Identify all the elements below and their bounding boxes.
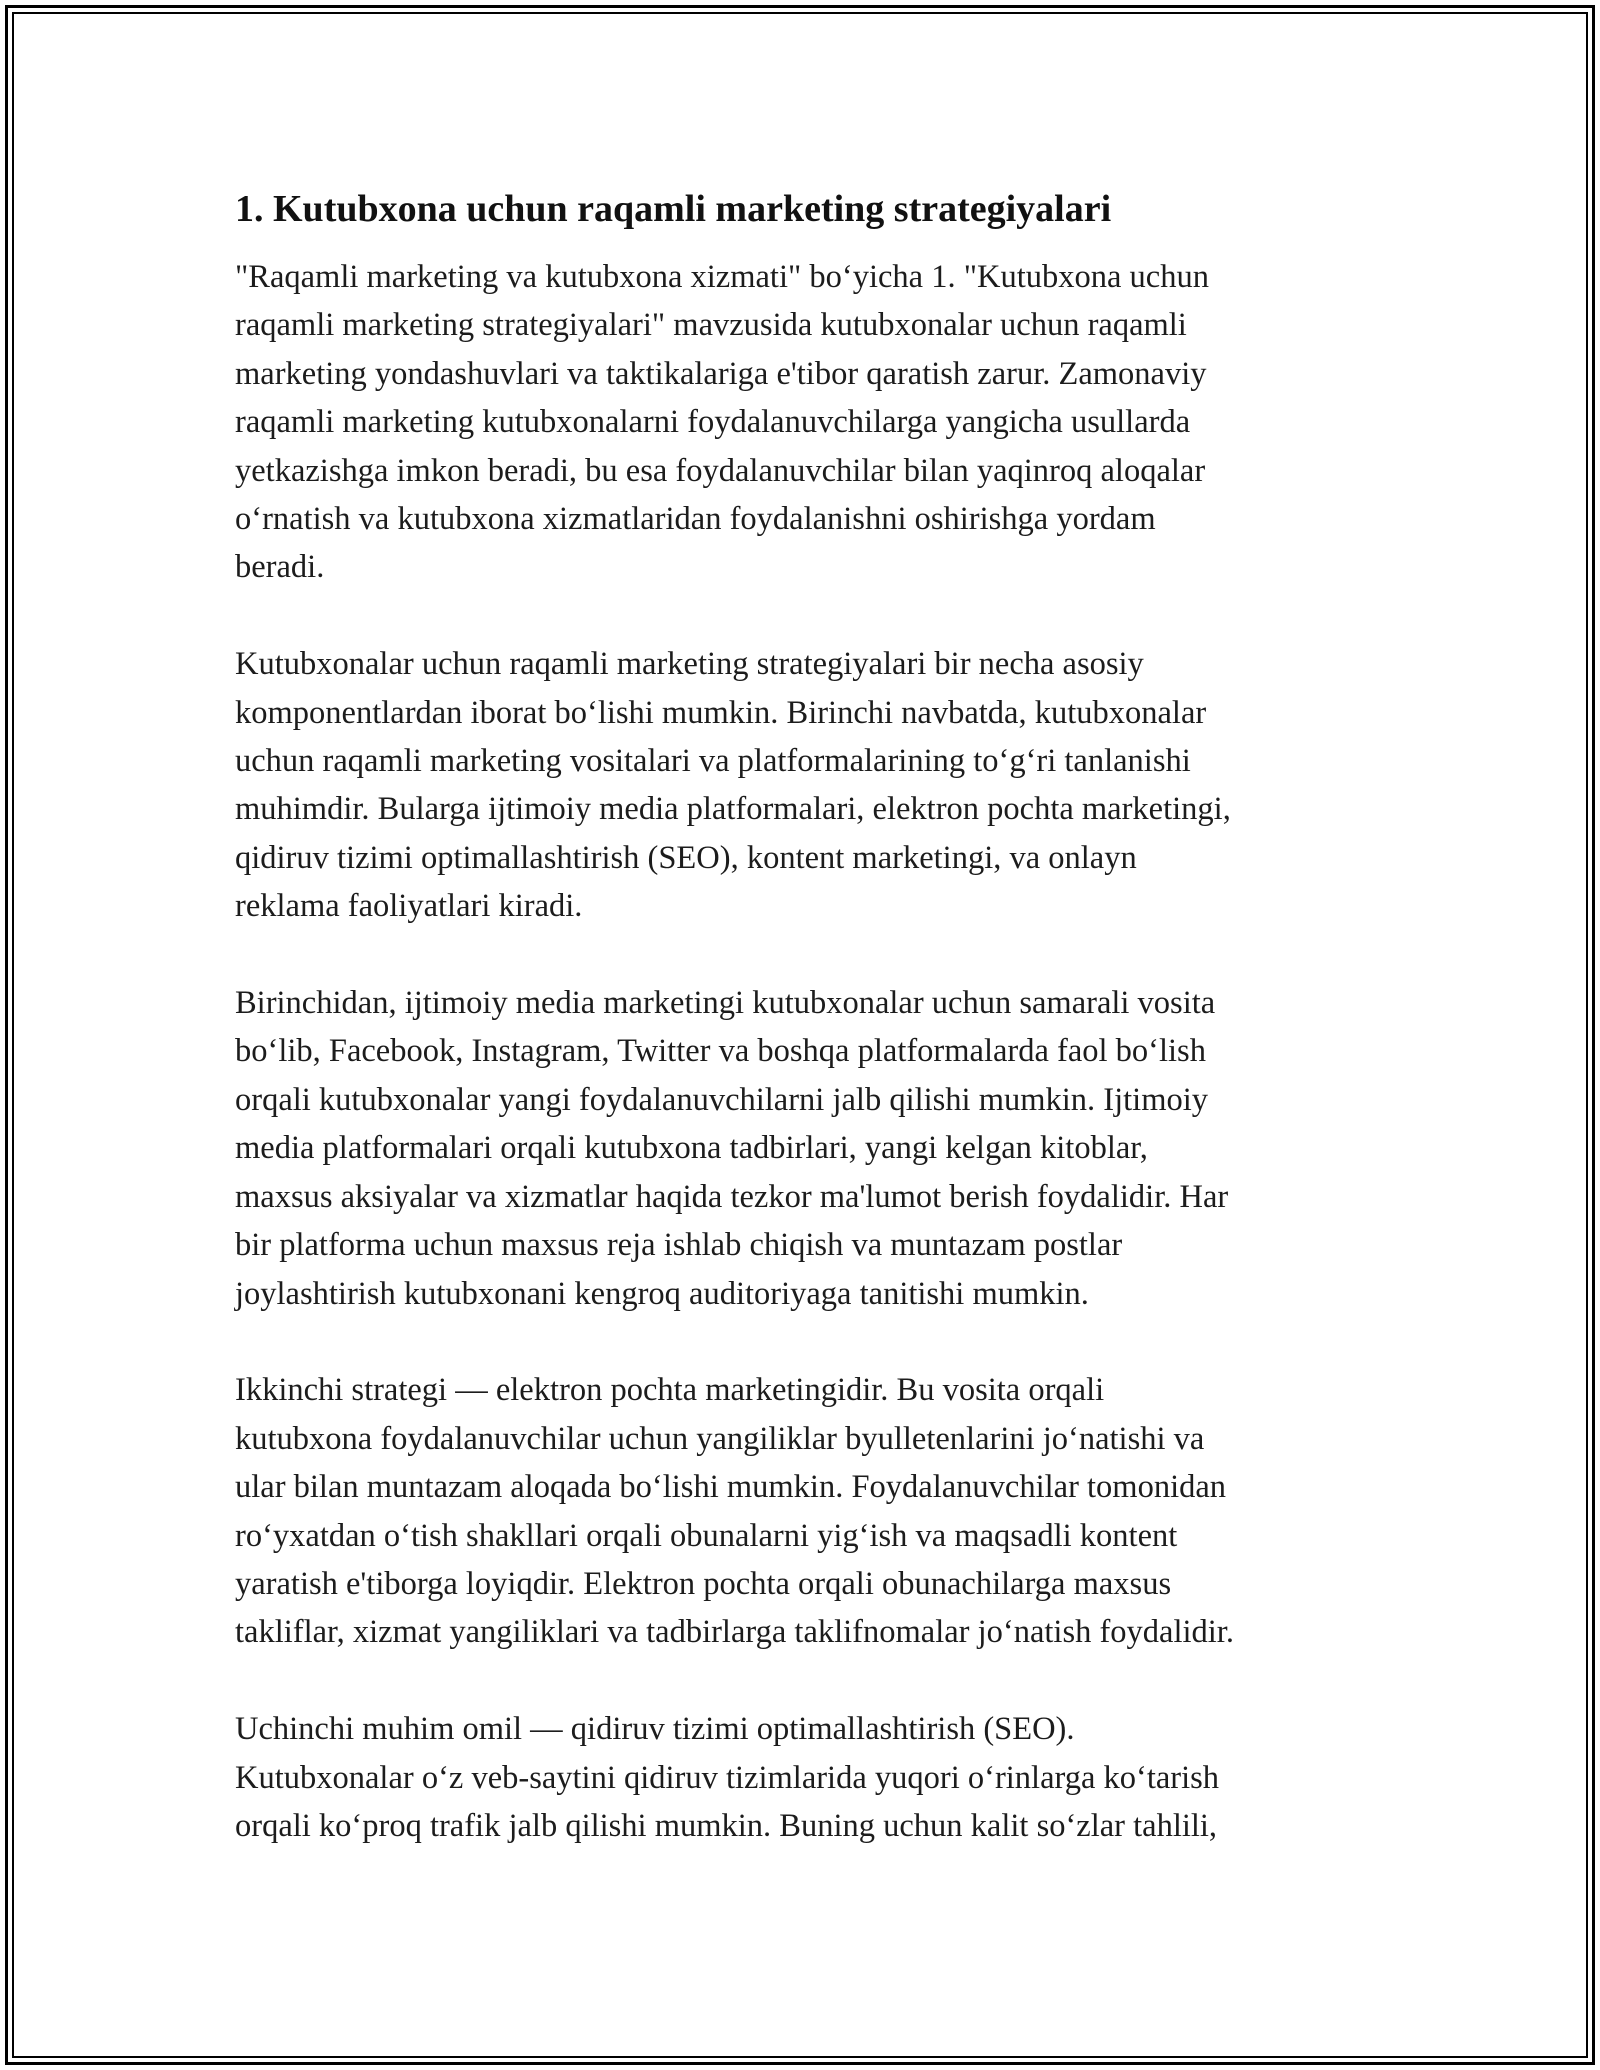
text-line: Kutubxonalar o‘z veb-saytini qidiruv tizimlarida yuqori o‘rinlarga ko‘tarish	[235, 1759, 1220, 1796]
paragraph-5	[235, 1705, 1375, 1850]
text-line: yaratish e'tiborga loyiqdir. Elektron pochta orqali obunachilarga maxsus	[235, 1565, 1172, 1602]
paragraph-3	[235, 979, 1375, 1318]
text-line: komponentlardan iborat bo‘lishi mumkin. Birinchi navbatda, kutubxonalar	[235, 694, 1207, 731]
text-line: "Raqamli marketing va kutubxona xizmati" bo‘yicha 1. "Kutubxona uchun	[235, 259, 1209, 295]
text-line: raqamli marketing strategiyalari" mavzusida kutubxonalar uchun raqamli	[235, 307, 1187, 344]
document-body	[235, 185, 1375, 1899]
text-line: reklama faoliyatlari kiradi.	[235, 888, 583, 925]
text-line: ro‘yxatdan o‘tish shakllari orqali obunalarni yig‘ish va maqsadli kontent	[235, 1517, 1178, 1554]
text-line: maxsus aksiyalar va xizmatlar haqida tezkor ma'lumot berish foydalidir. Har	[235, 1178, 1229, 1215]
text-line: raqamli marketing kutubxonalarni foydalanuvchilarga yangicha usullarda	[235, 404, 1191, 441]
text-line: ular bilan muntazam aloqada bo‘lishi mumkin. Foydalanuvchilar tomonidan	[235, 1469, 1227, 1506]
paragraph-4	[235, 1366, 1375, 1656]
text-line: o‘rnatish va kutubxona xizmatlaridan foydalanishni oshirishga yordam	[235, 501, 1156, 538]
text-line: beradi.	[235, 549, 325, 586]
text-line: bir platforma uchun maxsus reja ishlab chiqish va muntazam postlar	[235, 1227, 1123, 1264]
text-line: joylashtirish kutubxonani kengroq auditoriyaga tanitishi mumkin.	[235, 1275, 1089, 1312]
text-line: Uchinchi muhim omil — qidiruv tizimi optimallashtirish (SEO).	[235, 1711, 1075, 1748]
paragraph-2	[235, 640, 1375, 930]
text-line: bo‘lib, Facebook, Instagram, Twitter va boshqa platformalarda faol bo‘lish	[235, 1033, 1206, 1070]
text-line: takliflar, xizmat yangiliklari va tadbirlarga taklifnomalar jo‘natish foydalidir.	[235, 1614, 1234, 1651]
text-line: kutubxona foydalanuvchilar uchun yangiliklar byulletenlarini jo‘natishi va	[235, 1420, 1205, 1457]
text-line: muhimdir. Bularga ijtimoiy media platformalari, elektron pochta marketingi,	[235, 791, 1231, 828]
document-title: 1. Kutubxona uchun raqamli marketing strategiyalari	[235, 188, 1112, 230]
text-line: Ikkinchi strategi — elektron pochta marketingidir. Bu vosita orqali	[235, 1372, 1105, 1409]
text-line: media platformalari orqali kutubxona tadbirlari, yangi kelgan kitoblar,	[235, 1130, 1148, 1167]
text-line: marketing yondashuvlari va taktikalariga e'tibor qaratish zarur. Zamonaviy	[235, 355, 1207, 392]
text-line: yetkazishga imkon beradi, bu esa foydalanuvchilar bilan yaqinroq aloqalar	[235, 452, 1206, 489]
text-line: Kutubxonalar uchun raqamli marketing strategiyalari bir necha asosiy	[235, 646, 1144, 683]
text-line: Birinchidan, ijtimoiy media marketingi kutubxonalar uchun samarali vosita	[235, 985, 1216, 1022]
text-line: qidiruv tizimi optimallashtirish (SEO), kontent marketingi, va onlayn	[235, 839, 1137, 876]
text-line: orqali kutubxonalar yangi foydalanuvchilarni jalb qilishi mumkin. Ijtimoiy	[235, 1081, 1209, 1118]
paragraph-1	[235, 253, 1375, 592]
text-line: uchun raqamli marketing vositalari va platformalarining to‘g‘ri tanlanishi	[235, 743, 1191, 780]
text-line: orqali ko‘proq trafik jalb qilishi mumkin. Buning uchun kalit so‘zlar tahlili,	[235, 1807, 1218, 1844]
